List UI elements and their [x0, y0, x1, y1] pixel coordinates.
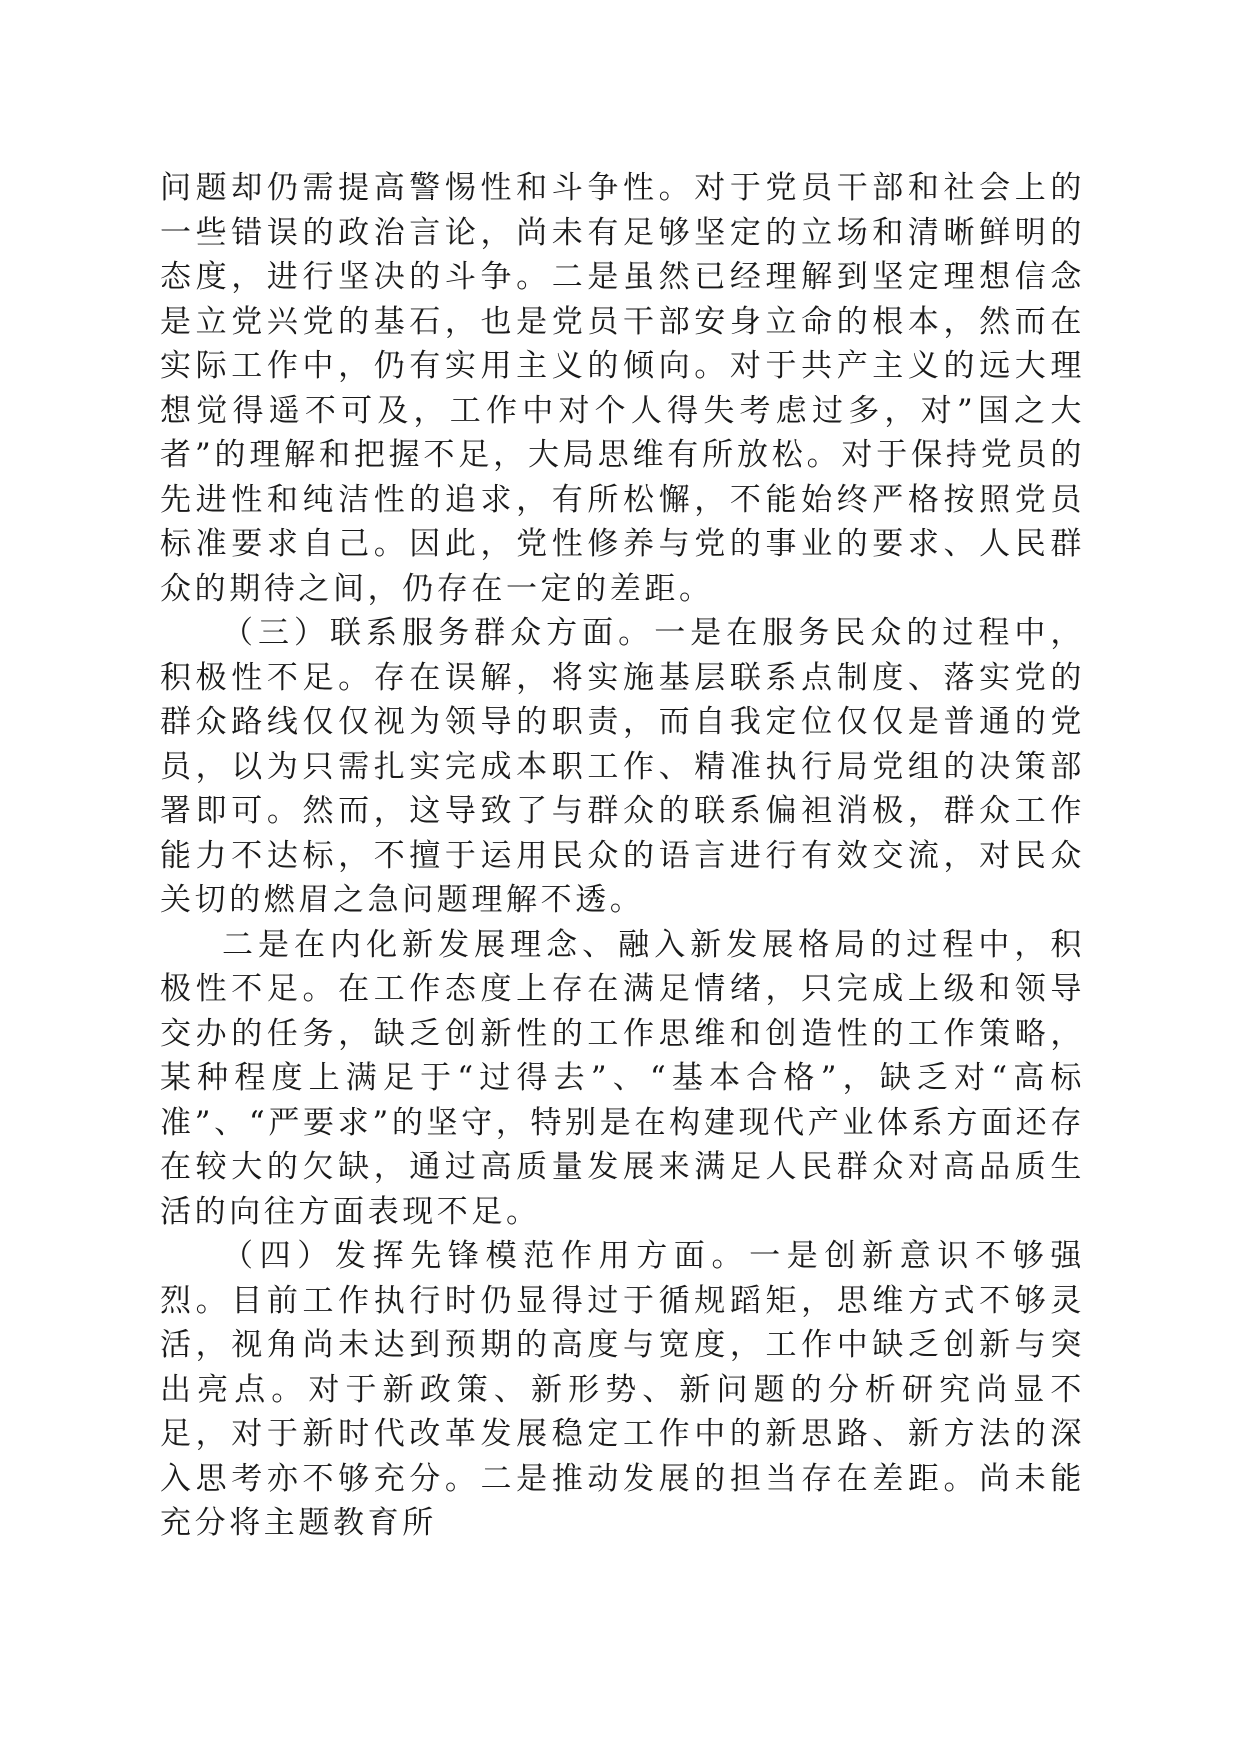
- document-body: [160, 166, 1085, 1546]
- paragraph-section-three: （三）联系服务群众方面。一是在服务民众的过程中，积极性不足。存在误解，将实施基层联系点制度、落实党的群众路线仅仅视为领导的职责，而自我定位仅仅是普通的党员，以为只需扎实完成本职工作、精准执行局党组的决策部署即可。然而，这导致了与群众的联系偏袒消极，群众工作能力不达标，不擅于运用民众的语言进行有效交流，对民众关切的燃眉之急问题理解不透。: [160, 615, 1085, 918]
- paragraph-continuation: 问题却仍需提高警惕性和斗争性。对于党员干部和社会上的一些错误的政治言论，尚未有足够坚定的立场和清晰鲜明的态度，进行坚决的斗争。二是虽然已经理解到坚定理想信念是立党兴党的基石，也是党员干部安身立命的根本，然而在实际工作中，仍有实用主义的倾向。对于共产主义的远大理想觉得遥不可及，工作中对个人得失考虑过多，对”国之大者”的理解和把握不足，大局思维有所放松。对于保持党员的先进性和纯洁性的追求，有所松懈，不能始终严格按照党员标准要求自己。因此，党性修养与党的事业的要求、人民群众的期待之间，仍存在一定的差距。: [160, 170, 1085, 607]
- paragraph-section-four: （四）发挥先锋模范作用方面。一是创新意识不够强烈。目前工作执行时仍显得过于循规蹈矩，思维方式不够灵活，视角尚未达到预期的高度与宽度，工作中缺乏创新与突出亮点。对于新政策、新形势、新问题的分析研究尚显不足，对于新时代改革发展稳定工作中的新思路、新方法的深入思考亦不够充分。二是推动发展的担当存在差距。尚未能充分将主题教育所: [160, 1238, 1085, 1541]
- paragraph-point-two: 二是在内化新发展理念、融入新发展格局的过程中，积极性不足。在工作态度上存在满足情绪，只完成上级和领导交办的任务，缺乏创新性的工作思维和创造性的工作策略，某种程度上满足于“过得去”、“基本合格”，缺乏对“高标准”、“严要求”的坚守，特别是在构建现代产业体系方面还存在较大的欠缺，通过高质量发展来满足人民群众对高品质生活的向往方面表现不足。: [160, 926, 1085, 1230]
